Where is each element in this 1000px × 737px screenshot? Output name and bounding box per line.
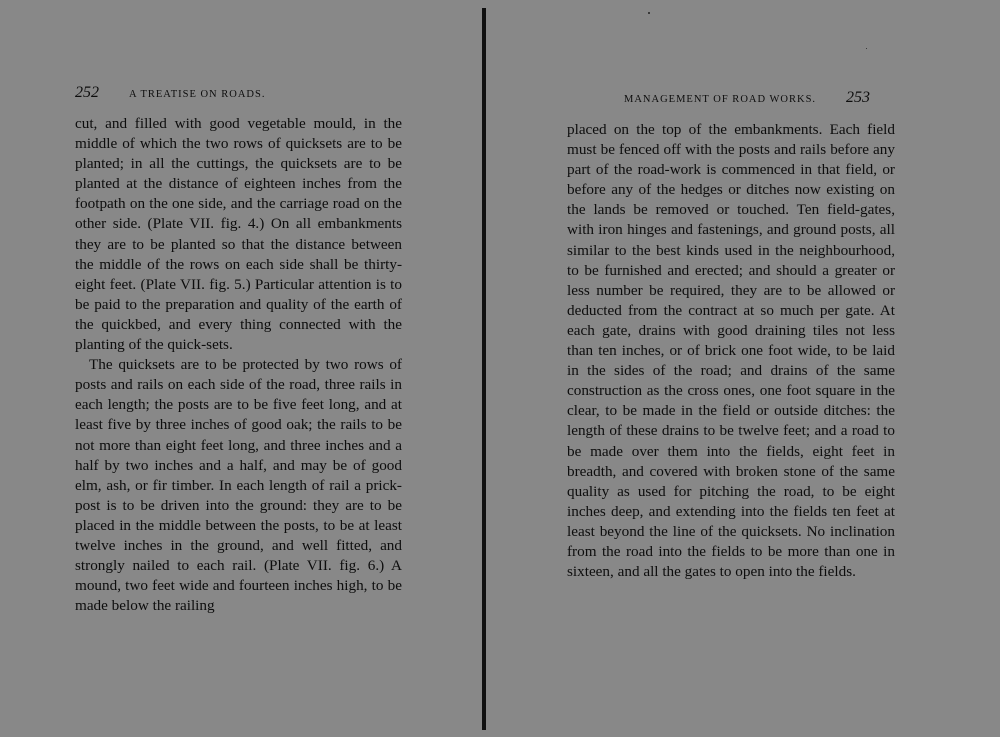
right-page	[486, 0, 1000, 737]
page-number: 253	[846, 89, 871, 106]
paragraph: The quicksets are to be protected by two rows of posts and rails on each side of the road, three rails in each length; the posts are to be five feet long, and at least five by three inches of good oak; the rails to be not more than eight feet long, and three inches and a half by two inches and a half, and may be of good elm, ash, or fir timber. In each length of rail a prick-post is to be driven into the ground: they are to be placed in the middle between the posts, to be at least twelve inches in the ground, and well fitted, and strongly nailed to each rail. (Plate VII. fig. 6.) A mound, two feet wide and fourteen inches high, to be made below the railing	[75, 356, 402, 615]
page-number: 252	[75, 84, 99, 101]
running-head: A TREATISE ON ROADS.	[129, 89, 266, 100]
right-page-header	[624, 89, 870, 107]
left-page-body	[75, 114, 402, 616]
paragraph: placed on the top of the embankments. Each field must be fenced off with the posts and rails before any part of the road-work is commenced in that field, or before any of the hedges or ditches now existing on the lands be removed or touched. Ten field-gates, with iron hinges and fastenings, and ground posts, all similar to the best kinds used in the neighbourhood, to be furnished and erected; and should a greater or less number be required, they are to be allowed or deducted from the contract at so much per gate. At each gate, drains with good draining tiles not less than ten inches, or of brick one foot wide, to be laid in the sides of the road; and drains of the same construction as the cross ones, one foot square in the clear, to be made in the field or outside ditches: the length of these drains to be twelve feet; and a road to be made over them into the fields, eight feet in breadth, and covered with broken stone of the same quality as used for pitching the road, to be eight inches deep, and extending into the fields ten feet at least beyond the line of the quicksets. No inclination from the road into the fields to be more than one in sixteen, and all the gates to open into the fields.	[567, 121, 895, 581]
right-page-body	[567, 120, 895, 582]
left-page	[0, 0, 482, 737]
paragraph: cut, and filled with good vegetable mould, in the middle of which the two rows of quicksets are to be planted; in all the cuttings, the quicksets are to be planted at the distance of eighteen inches from the footpath on the one side, and the carriage road on the other side. (Plate VII. fig. 4.) On all embankments they are to be planted so that the distance between the middle of the rows on each side shall be thirty-eight feet. (Plate VII. fig. 5.) Particular attention is to be paid to the preparation and quality of the earth of the quickbed, and every thing connected with the planting of the quick-sets.	[75, 115, 402, 354]
left-page-header	[75, 84, 265, 102]
running-head: MANAGEMENT OF ROAD WORKS.	[624, 94, 817, 105]
